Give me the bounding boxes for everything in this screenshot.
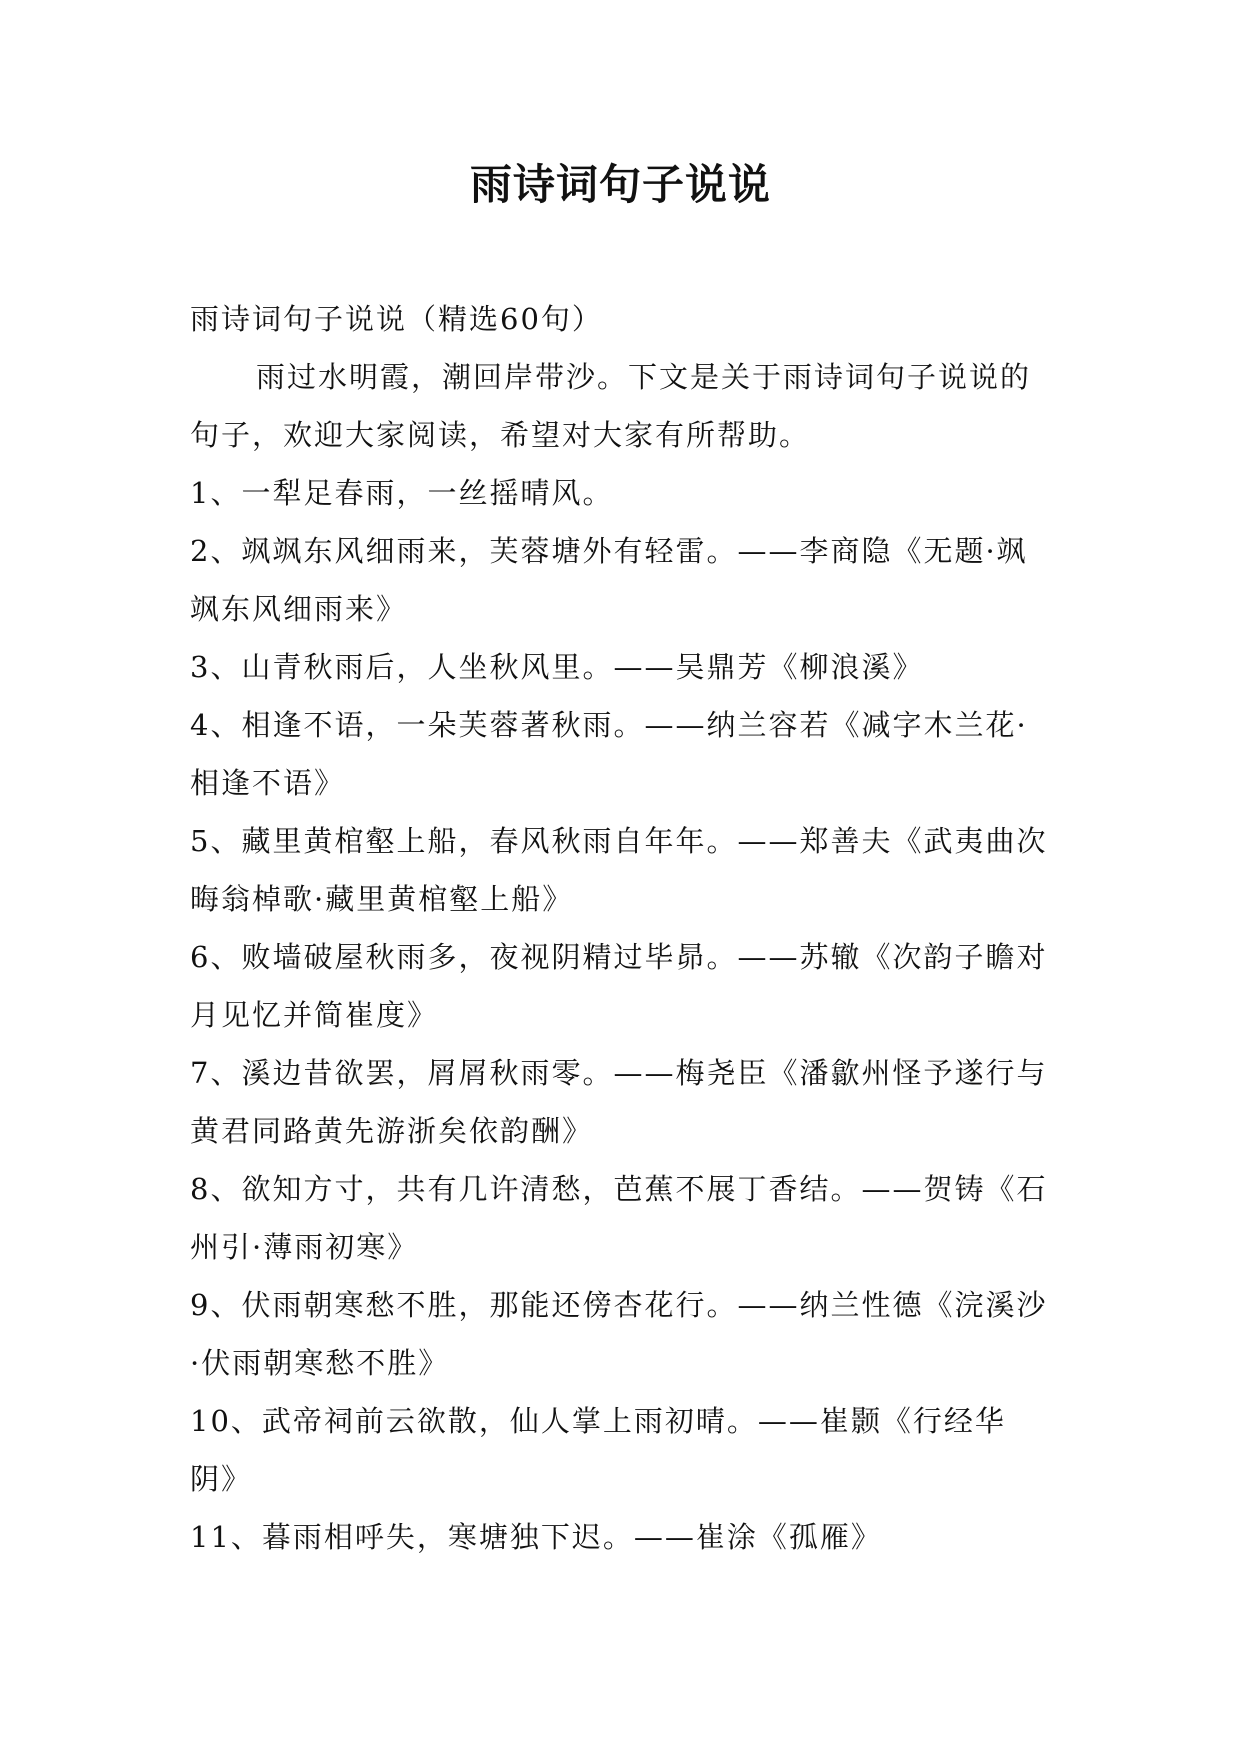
list-item: 1、一犁足春雨，一丝摇晴风。 — [190, 476, 614, 510]
document-subtitle: 雨诗词句子说说（精选60句） — [190, 302, 603, 336]
list-item: 6、败墙破屋秋雨多，夜视阴精过毕昴。——苏辙《次韵子瞻对月见忆并简崔度》 — [190, 940, 1048, 1032]
list-item: 11、暮雨相呼失，寒塘独下迟。——崔涂《孤雁》 — [190, 1520, 882, 1554]
list-item: 2、飒飒东风细雨来，芙蓉塘外有轻雷。——李商隐《无题·飒飒东风细雨来》 — [190, 534, 1028, 626]
document-title: 雨诗词句子说说 — [469, 160, 771, 209]
list-item: 3、山青秋雨后，人坐秋风里。——吴鼎芳《柳浪溪》 — [190, 650, 924, 684]
intro-paragraph: 雨过水明霞，潮回岸带沙。下文是关于雨诗词句子说说的句子，欢迎大家阅读，希望对大家有所帮助。 — [190, 360, 1032, 452]
list-item: 8、欲知方寸，共有几许清愁，芭蕉不展丁香结。——贺铸《石州引·薄雨初寒》 — [190, 1172, 1048, 1264]
list-item: 4、相逢不语，一朵芙蓉著秋雨。——纳兰容若《减字木兰花·相逢不语》 — [190, 708, 1028, 800]
list-item: 5、藏里黄棺壑上船，春风秋雨自年年。——郑善夫《武夷曲次晦翁棹歌·藏里黄棺壑上船》 — [190, 824, 1048, 916]
list-item: 7、溪边昔欲罢，屑屑秋雨零。——梅尧臣《潘歙州怪予遂行与黄君同路黄先游浙矣依韵酬》 — [190, 1056, 1048, 1148]
list-item: 9、伏雨朝寒愁不胜，那能还傍杏花行。——纳兰性德《浣溪沙·伏雨朝寒愁不胜》 — [190, 1288, 1048, 1380]
list-item: 10、武帝祠前云欲散，仙人掌上雨初晴。——崔颢《行经华阴》 — [190, 1404, 1006, 1496]
document-body — [190, 290, 1052, 1566]
